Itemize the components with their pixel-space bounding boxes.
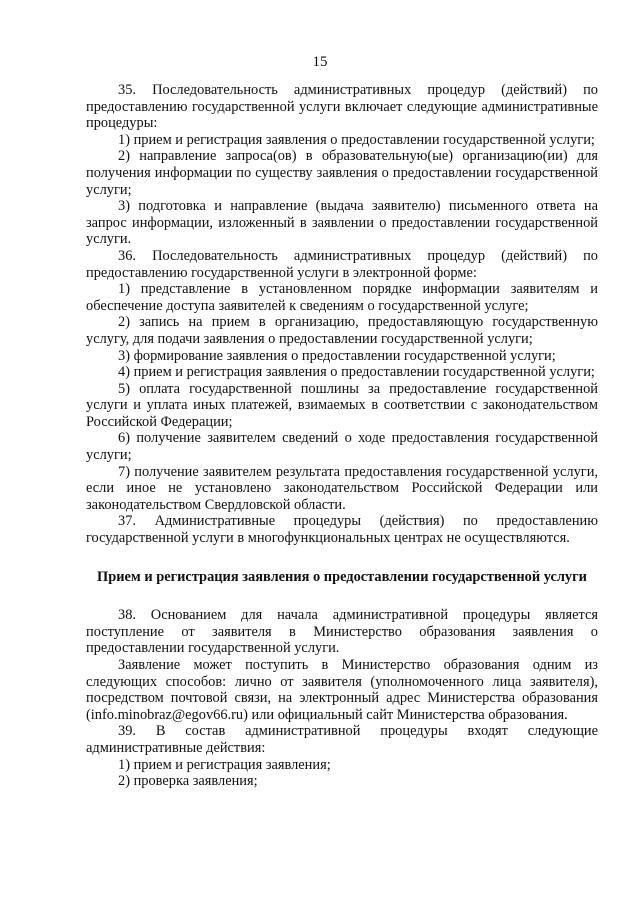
paragraph-38-continued: Заявление может поступить в Министерство образования одним из следующих способов: лично от заявителя (уполномоченного лица заявителя), посредством почтовой связи, на электронный адрес Министерства образования (info.minobraz@egov66.ru) или официальный сайт Министерства образования. bbox=[86, 657, 598, 723]
list-item: 1) представление в установленном порядке информации заявителям и обеспечение доступа заявителей к сведениям о государственной услуге; bbox=[86, 281, 598, 314]
page-number: 15 bbox=[312, 54, 328, 70]
list-item: 1) прием и регистрация заявления; bbox=[118, 756, 331, 773]
list-item: 4) прием и регистрация заявления о предоставлении государственной услуги; bbox=[118, 364, 595, 381]
list-item: 1) прием и регистрация заявления о предоставлении государственной услуги; bbox=[118, 131, 595, 148]
paragraph-39: 39. В состав административной процедуры входят следующие административные действия: bbox=[86, 723, 598, 756]
list-item: 2) запись на прием в организацию, предоставляющую государственную услугу, для подачи заявления о предоставлении государственной услуги; bbox=[86, 314, 598, 347]
paragraph-38: 38. Основанием для начала административной процедуры является поступление от заявителя в Министерство образования заявления о предоставлении государственной услуги. bbox=[86, 607, 598, 657]
list-item: 5) оплата государственной пошлины за предоставление государственной услуги и уплата иных платежей, взимаемых в соответствии с законодательством Российской Федерации; bbox=[86, 380, 598, 430]
list-item: 2) направление запроса(ов) в образовательную(ые) организацию(ии) для получения информации по существу заявления о предоставлении государственной услуги; bbox=[86, 148, 598, 198]
section-heading: Прием и регистрация заявления о предоставлении государственной услуги bbox=[97, 568, 587, 585]
list-item: 6) получение заявителем сведений о ходе предоставления государственной услуги; bbox=[86, 430, 598, 464]
paragraph-37: 37. Административные процедуры (действия) по предоставлению государственной услуги в многофункциональных центрах не осуществляются. bbox=[86, 513, 598, 547]
list-item: 3) формирование заявления о предоставлении государственной услуги; bbox=[118, 347, 556, 364]
list-item: 3) подготовка и направление (выдача заявителю) письменного ответа на запрос информации, изложенный в заявлении о предоставлении государственной услуги. bbox=[86, 198, 598, 248]
paragraph-35: 35. Последовательность административных процедур (действий) по предоставлению государственной услуги включает следующие административные процедуры: bbox=[86, 82, 598, 132]
document-body bbox=[86, 82, 598, 790]
paragraph-36: 36. Последовательность административных процедур (действий) по предоставлению государственной услуги в электронной форме: bbox=[86, 247, 598, 281]
list-item: 2) проверка заявления; bbox=[118, 773, 258, 790]
list-item: 7) получение заявителем результата предоставления государственной услуги, если иное не установлено законодательством Российской Федерации или законодательством Свердловской области. bbox=[86, 463, 598, 513]
